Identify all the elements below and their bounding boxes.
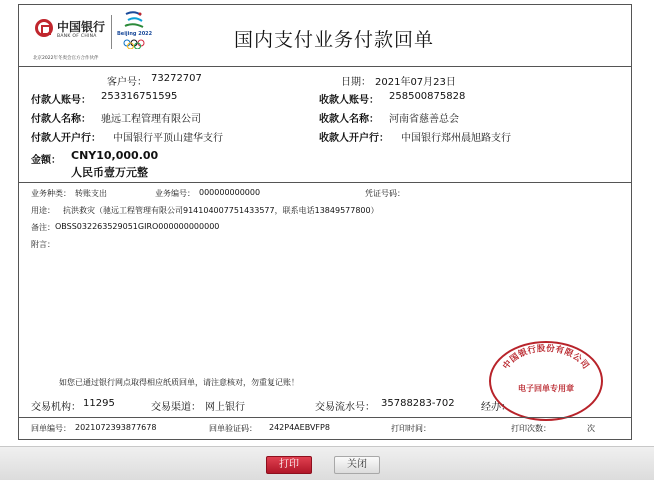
- payee-name-label: 收款人名称：: [319, 114, 379, 125]
- receipt-no: 2021072393877678: [75, 423, 157, 432]
- sponsor-tagline: 北京2022年冬奥会官方合作伙伴: [33, 56, 99, 61]
- business-type: 转账支出: [75, 189, 107, 198]
- print-count-label: 打印次数：: [511, 424, 551, 433]
- purpose: 抗洪救灾（驰远工程管理有限公司914104007751433577，联系电话13849577800）: [63, 206, 379, 215]
- voucher-no-label: 凭证号码：: [365, 189, 405, 198]
- action-bar: [0, 446, 654, 480]
- remark: OBSS032263529051GIRO000000000000: [55, 222, 220, 231]
- business-type-label: 业务种类：: [31, 189, 71, 198]
- remark-label: 备注：: [31, 223, 55, 232]
- payee-bank: 中国银行郑州晨旭路支行: [401, 133, 511, 144]
- bank-logo: [35, 17, 115, 45]
- customer-no: 73272707: [151, 73, 202, 84]
- payee-bank-label: 收款人开户行：: [319, 133, 389, 144]
- business-no-label: 业务编号：: [155, 189, 195, 198]
- receipt-title: 国内支付业务付款回单: [233, 29, 434, 51]
- winter-olympics-emblem-icon: [123, 11, 145, 29]
- payer-account: 253316751595: [101, 91, 178, 102]
- date-label: 日期：: [341, 77, 371, 88]
- payee-account-label: 收款人账号：: [319, 95, 379, 106]
- bank-of-china-logo-icon: [35, 19, 53, 37]
- olympic-wordmark: Beijing 2022: [117, 31, 153, 37]
- payee-account: 258500875828: [389, 91, 466, 102]
- print-button[interactable]: 打印: [266, 456, 312, 474]
- handler-label: 经办：: [481, 402, 511, 413]
- receipt-no-label: 回单编号：: [31, 424, 71, 433]
- svg-text:中国银行股份有限公司: 中国银行股份有限公司: [501, 343, 591, 372]
- payer-name-label: 付款人名称：: [31, 114, 91, 125]
- payer-bank-label: 付款人开户行：: [31, 133, 101, 144]
- receipt-header: [19, 5, 631, 67]
- close-button[interactable]: 关闭: [334, 456, 380, 474]
- channel: 网上银行: [205, 402, 245, 413]
- payer-account-label: 付款人账号：: [31, 95, 91, 106]
- purpose-label: 用途：: [31, 206, 55, 215]
- verify-code: 242P4AEBVFP8: [269, 423, 330, 432]
- payer-name: 驰远工程管理有限公司: [101, 114, 201, 125]
- olympic-rings-icon: [123, 39, 145, 49]
- print-time-label: 打印时间：: [391, 424, 431, 433]
- amount-in-words: 人民币壹万元整: [71, 166, 148, 179]
- seal-sub-text: 电子回单专用章: [518, 383, 574, 393]
- institution-label: 交易机构：: [31, 402, 81, 413]
- serial-label: 交易流水号：: [315, 402, 375, 413]
- payee-name: 河南省慈善总会: [389, 114, 459, 125]
- olympic-logo: [115, 11, 157, 51]
- payer-bank: 中国银行平顶山建华支行: [113, 133, 223, 144]
- verify-code-label: 回单验证码：: [209, 424, 257, 433]
- bank-name-cn: 中国银行: [57, 20, 106, 34]
- print-count-unit: 次: [587, 424, 595, 433]
- customer-no-label: 客户号：: [107, 77, 147, 88]
- business-no: 000000000000: [199, 188, 261, 197]
- payment-receipt: [18, 4, 632, 440]
- divider: [19, 417, 631, 418]
- bank-name-en: BANK OF CHINA: [57, 34, 97, 39]
- date-value: 2021年07月23日: [375, 77, 456, 88]
- institution: 11295: [83, 398, 115, 409]
- amount-value: CNY10,000.00: [71, 149, 159, 162]
- postscript-label: 附言：: [31, 240, 55, 249]
- serial-no: 35788283-702: [381, 398, 455, 409]
- duplicate-notice: 如您已通过银行网点取得相应纸质回单，请注意核对，勿重复记账！: [59, 378, 299, 387]
- amount-label: 金额：: [31, 155, 61, 166]
- channel-label: 交易渠道：: [151, 402, 201, 413]
- divider: [19, 182, 631, 183]
